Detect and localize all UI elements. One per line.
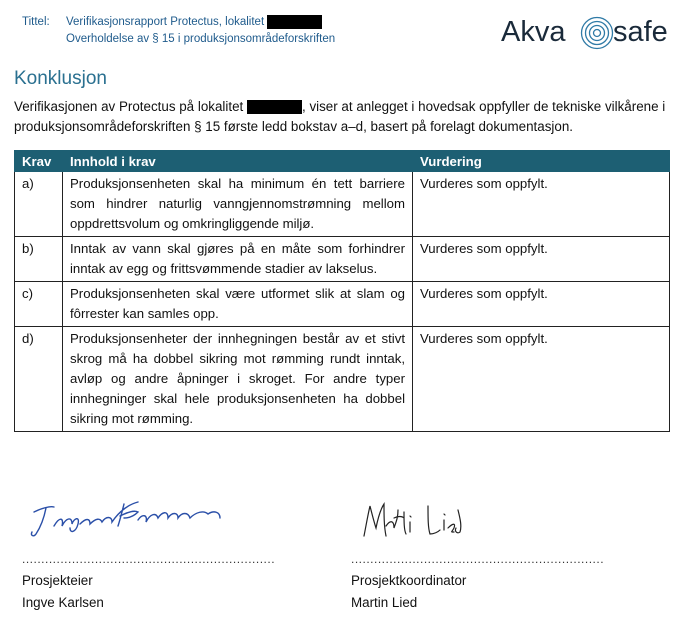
- section-title: Konklusjon: [14, 68, 107, 89]
- signature-line: ..................................................................: [351, 552, 605, 566]
- signer-name: Martin Lied: [351, 595, 418, 610]
- intro-paragraph: [14, 97, 684, 137]
- table-row: [15, 282, 670, 327]
- requirements-table: [14, 150, 670, 432]
- title-line-1: Verifikasjonsrapport Protectus, lokalitet: [66, 16, 265, 28]
- signer-name: Ingve Karlsen: [22, 595, 104, 610]
- signature-line: ..................................................................: [22, 552, 276, 566]
- vurdering-cell: Vurderes som oppfylt.: [413, 172, 670, 237]
- krav-cell: c): [15, 282, 63, 327]
- logo-circles-icon: [580, 16, 614, 50]
- innhold-cell: Produksjonsenheten skal ha minimum én tett barriere som hindrer naturlig vanngjennomstrømning mellom oppdrettsvolum og omkringliggende miljø.: [63, 172, 413, 237]
- innhold-cell: Inntak av vann skal gjøres på en måte som forhindrer inntak av egg og frittsvømmende stadier av lakselus.: [63, 237, 413, 282]
- signature-martin-lied: [358, 496, 468, 546]
- signature-ingve-karlsen: [20, 490, 240, 546]
- redaction-box: [267, 15, 322, 29]
- innhold-cell: Produksjonsenheten skal være utformet slik at slam og fôrrester kan samles opp.: [63, 282, 413, 327]
- krav-cell: d): [15, 327, 63, 432]
- table-row: [15, 172, 670, 237]
- innhold-cell: Produksjonsenheter der innhegningen består av et stivt skrog må ha dobbel sikring mot rømming rundt inntak, avløp og andre åpninger i skroget. For andre typer innhegninger skal hele produksjonsenheten ha dobbel sikring mot rømming.: [63, 327, 413, 432]
- krav-cell: a): [15, 172, 63, 237]
- column-header: Innhold i krav: [63, 151, 413, 172]
- krav-cell: b): [15, 237, 63, 282]
- akvasafe-logo: [501, 14, 676, 54]
- signer-role: Prosjekteier: [22, 573, 93, 588]
- title-line-2: Overholdelse av § 15 i produksjonsområdeforskriften: [66, 33, 336, 45]
- title-label: Tittel:: [22, 16, 50, 28]
- intro-text-a: Verifikasjonen av Protectus på lokalitet: [14, 99, 244, 114]
- signer-role: Prosjektkoordinator: [351, 573, 467, 588]
- column-header: Vurdering: [413, 151, 670, 172]
- vurdering-cell: Vurderes som oppfylt.: [413, 282, 670, 327]
- vurdering-cell: Vurderes som oppfylt.: [413, 327, 670, 432]
- logo-text-safe: safe: [613, 16, 668, 48]
- table-row: [15, 327, 670, 432]
- vurdering-cell: Vurderes som oppfylt.: [413, 237, 670, 282]
- column-header: Krav: [15, 151, 63, 172]
- intro-text-b: , viser at anlegget i hovedsak oppfyller de tekniske vilkårene i produksjonsområdeforskriften § 15 første ledd bokstav a–d, basert på forelagt dokumentasjon.: [14, 99, 666, 134]
- table-header-row: [15, 151, 670, 172]
- redaction-box: [247, 100, 302, 114]
- table-row: [15, 237, 670, 282]
- logo-text-akva: Akva: [501, 16, 566, 48]
